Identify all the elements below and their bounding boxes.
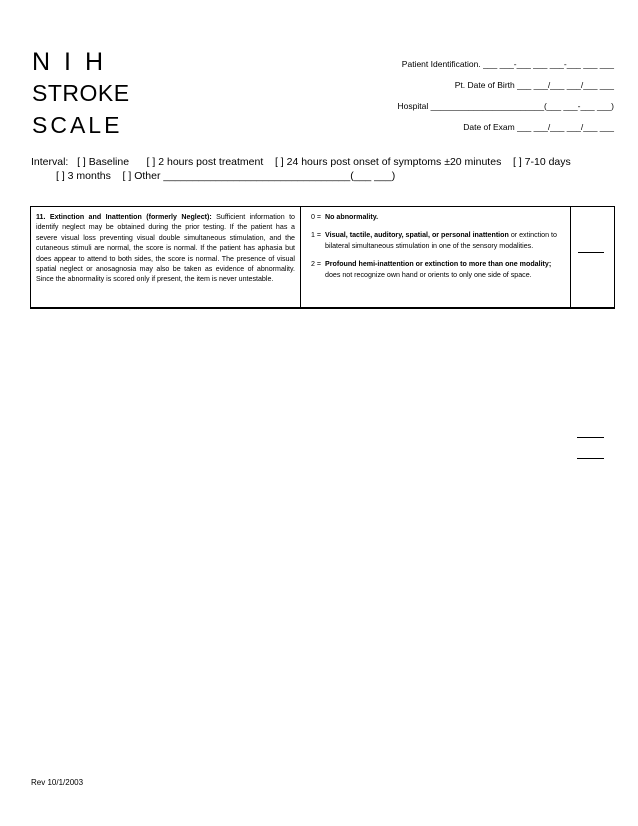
hospital-field[interactable]: Hospital ________________________(___ ___-___ ___) (397, 101, 614, 111)
logo-stroke: STROKE (32, 80, 130, 106)
nihss-logo (32, 50, 136, 138)
score-description: or extinction to bilateral simultaneous stimulation in one of the sensory modalities. (325, 231, 557, 250)
item-instructions (31, 207, 301, 307)
score-label: Visual, tactile, auditory, spatial, or personal inattention (325, 231, 509, 240)
score-number: 1 = (311, 231, 322, 240)
interval-section (31, 156, 621, 183)
item-11-table (30, 206, 615, 309)
score-number: 0 = (311, 213, 322, 221)
interval-options-row-2[interactable]: [ ] 3 months [ ] Other ________________________________(___ ___) (56, 170, 396, 182)
score-number: 2 = (311, 260, 322, 269)
score-label: No abnormality. (325, 213, 379, 221)
score-label: Profound hemi-inattention or extinction to more than one modality; (325, 260, 552, 269)
patient-info-block (354, 58, 614, 142)
score-options (301, 207, 571, 307)
score-entry-blank[interactable] (578, 252, 604, 253)
logo-scale: SCALE (32, 112, 123, 138)
score-description: does not recognize own hand or orients to only one side of space. (325, 270, 532, 279)
item-title: 11. Extinction and Inattention (formerly Neglect): (36, 213, 212, 221)
date-of-birth-field[interactable]: Pt. Date of Birth ___ ___/___ ___/___ ___ (454, 80, 614, 90)
patient-identification-field[interactable]: Patient Identification. ___ ___-___ ___ ___-___ ___ ___ (401, 59, 614, 69)
score-option-2 (311, 259, 565, 280)
logo-nih: NIH (32, 48, 118, 76)
score-entry-blank[interactable] (577, 437, 604, 438)
interval-options-row-1[interactable]: Interval: [ ] Baseline [ ] 2 hours post treatment [ ] 24 hours post onset of symptoms ±20 minutes [ ] 7-10 days (31, 156, 571, 168)
date-of-exam-field[interactable]: Date of Exam ___ ___/___ ___/___ ___ (463, 122, 614, 132)
item-instruction-text: Sufficient information to identify neglect may be obtained during the prior testing. If the patient has a severe visual loss preventing visual double simultaneous stimulation, and the cutaneous stimuli are normal, the score is normal. If the patient has aphasia but does appear to attend to both sides, the score is normal. The presence of visual spatial neglect or anosagnosia may also be taken as evidence of abnormality. Since the abnormality is scored only if present, the item is never untestable. (36, 213, 295, 284)
score-entry-cell (571, 207, 614, 307)
revision-date: Rev 10/1/2003 (31, 778, 84, 787)
score-option-0 (311, 212, 565, 222)
score-option-1 (311, 230, 565, 251)
score-entry-blank[interactable] (577, 458, 604, 459)
